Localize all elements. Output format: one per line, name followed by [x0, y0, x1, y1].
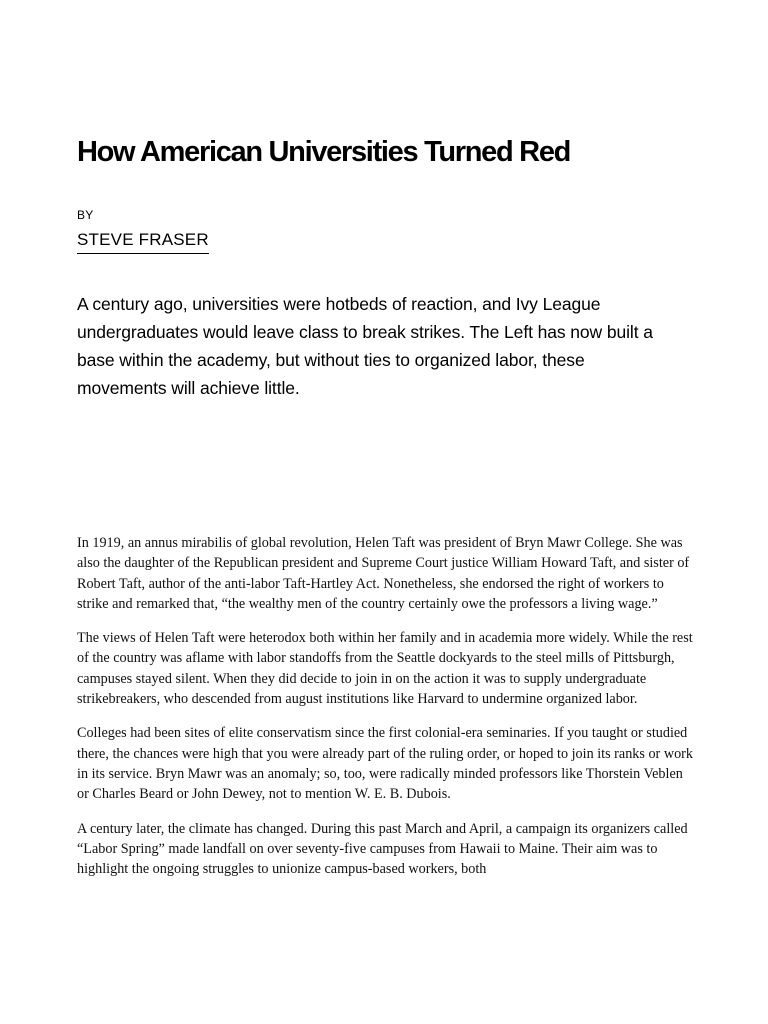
author-link[interactable]: STEVE FRASER: [77, 229, 209, 254]
body-paragraph: The views of Helen Taft were heterodox both within her family and in academia more widely. While the rest of the country was aflame with labor standoffs from the Seattle dockyards to the steel mills of Pittsburgh, campuses stayed silent. When they did decide to join in on the action it was to supply undergraduate strikebreakers, who descended from august institutions like Harvard to undermine organized labor.: [77, 630, 693, 708]
body-paragraph: Colleges had been sites of elite conservatism since the first colonial-era seminaries. If you taught or studied there, the chances were high that you were already part of the ruling order, or hoped to join its ranks or work in its service. Bryn Mawr was an anomaly; so, too, were radically minded professors like Thorstein Veblen or Charles Beard or John Dewey, not to mention W. E. B. Dubois.: [77, 725, 693, 803]
body-paragraph: In 1919, an annus mirabilis of global revolution, Helen Taft was president of Bryn Mawr College. She was also the daughter of the Republican president and Supreme Court justice William Howard Taft, and sister of Robert Taft, author of the anti-labor Taft-Hartley Act. Nonetheless, she endorsed the right of workers to strike and remarked that, “the wealthy men of the country certainly owe the professors a living wage.”: [77, 535, 690, 612]
body-paragraph: A century later, the climate has changed. During this past March and April, a campaign its organizers called “Labor Spring” made landfall on over seventy-five campuses from Hawaii to Maine. Their aim was to highlight the ongoing struggles to unionize campus-based workers, both: [77, 820, 688, 878]
article-title: How American Universities Turned Red: [77, 136, 571, 168]
article-dek: A century ago, universities were hotbeds of reaction, and Ivy League undergraduates would leave class to break strikes. The Left has now built a base within the academy, but without ties to organized labor, these movements will achieve little.: [77, 294, 653, 398]
byline-label: BY: [77, 208, 94, 222]
article-body: [77, 533, 695, 893]
